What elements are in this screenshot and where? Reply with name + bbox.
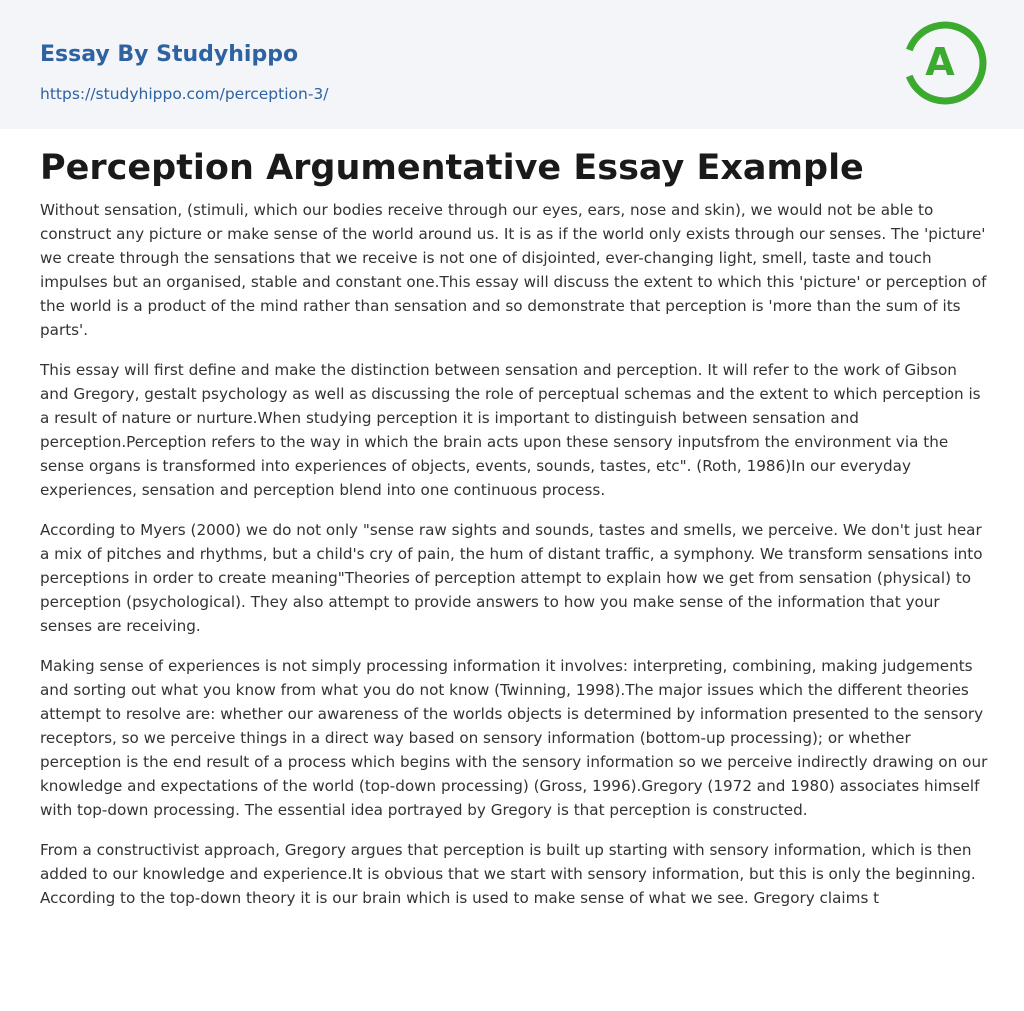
article-paragraph: Without sensation, (stimuli, which our bodies receive through our eyes, ears, nose and skin), we would not be able to construct any picture or make sense of the world around us. It is as if the world only exists through our senses. The 'picture' we create through the sensations that we receive is not one of disjointed, ever-changing light, smell, taste and touch impulses but an organised, stable and constant one.This essay will discuss the extent to which this 'picture' or perception of the world is a product of the mind rather than sensation and so demonstrate that perception is 'more than the sum of its parts'. (40, 201, 987, 339)
source-url-link[interactable]: https://studyhippo.com/perception-3/ (40, 85, 329, 103)
article-paragraph: According to Myers (2000) we do not only "sense raw sights and sounds, tastes and smells, we perceive. We don't just hear a mix of pitches and rhythms, but a child's cry of pain, the hum of distant traffic, a symphony. We transform sensations into perceptions in order to create meaning"Theories of perception attempt to explain how we get from sensation (physical) to perception (psychological). They also attempt to provide answers to how you make sense of the information that your senses are receiving. (40, 521, 983, 635)
site-header (0, 0, 1024, 129)
article-body (40, 198, 988, 910)
logo-letter: A (925, 40, 955, 84)
article-paragraph: This essay will first define and make the distinction between sensation and perception. It will refer to the work of Gibson and Gregory, gestalt psychology as well as discussing the role of perceptual schemas and the extent to which perception is a result of nature or nurture.When studying perception it is important to distinguish between sensation and perception.Perception refers to the way in which the brain acts upon these sensory inputsfrom the environment via the sense organs is transformed into experiences of objects, events, sounds, tastes, etc". (Roth, 1986)In our everyday experiences, sensation and perception blend into one continuous process. (40, 361, 981, 499)
studyhippo-logo-icon[interactable] (900, 18, 990, 108)
brand-title[interactable]: Essay By Studyhippo (40, 42, 299, 67)
page-title: Perception Argumentative Essay Example (40, 148, 864, 188)
article-paragraph: Making sense of experiences is not simply processing information it involves: interpreting, combining, making judgements and sorting out what you know from what you do not know (Twinning, 1998).The major issues which the different theories attempt to resolve are: whether our awareness of the worlds objects is determined by information presented to the sensory receptors, so we perceive things in a direct way based on sensory information (bottom-up processing); or whether perception is the end result of a process which begins with the sensory information so we perceive indirectly drawing on our knowledge and expectations of the world (top-down processing) (Gross, 1996).Gregory (1972 and 1980) associates himself with top-down processing. The essential idea portrayed by Gregory is that perception is constructed. (40, 657, 988, 819)
article (40, 146, 988, 926)
article-paragraph: From a constructivist approach, Gregory argues that perception is built up starting with sensory information, which is then added to our knowledge and experience.It is obvious that we start with sensory information, but this is only the beginning. According to the top-down theory it is our brain which is used to make sense of what we see. Gregory claims t (40, 841, 976, 907)
